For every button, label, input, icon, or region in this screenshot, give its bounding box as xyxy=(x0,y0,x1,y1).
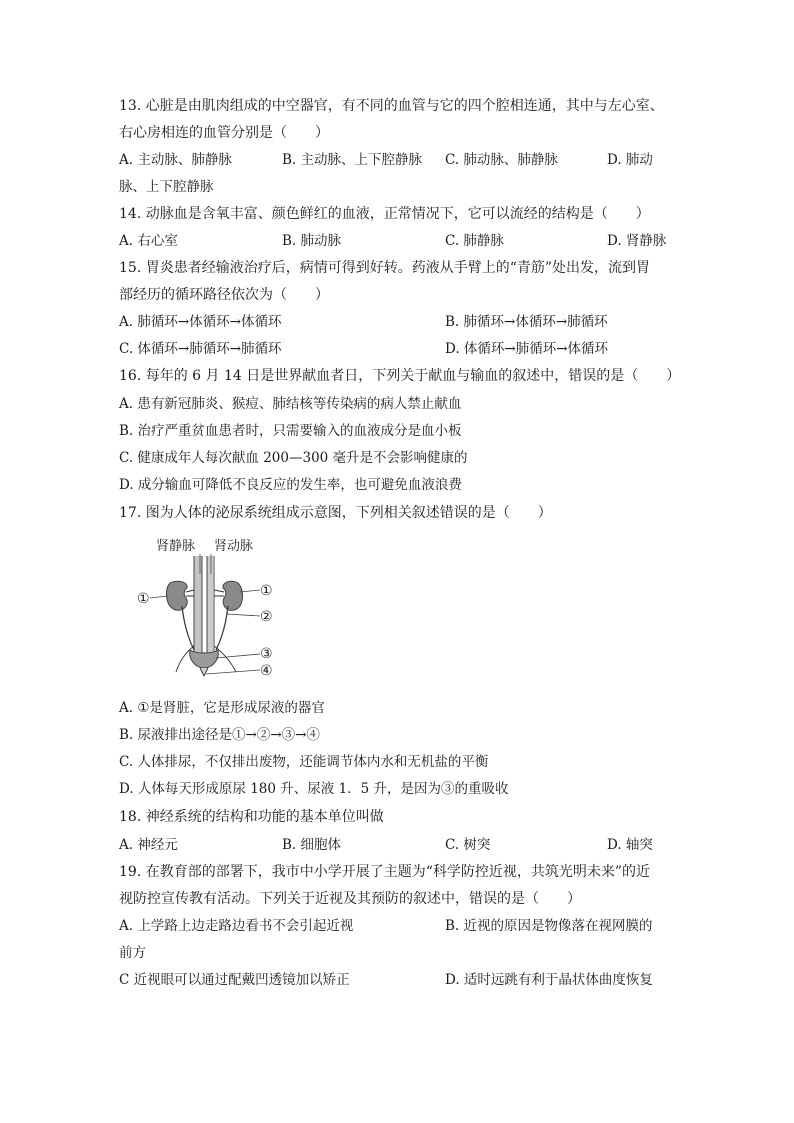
q16-option-a[interactable]: A. 患有新冠肺炎、猴痘、肺结核等传染病的病人禁止献血 xyxy=(119,396,462,412)
marker-1-right: ① xyxy=(260,583,273,599)
q16-option-d[interactable]: D. 成分输血可降低不良反应的发生率，也可避免血液浪费 xyxy=(119,477,462,493)
q15-stem-line1: 15. 胃炎患者经输液治疗后，病情可得到好转。药液从手臂上的“青筋”处出发，流到胃 xyxy=(119,260,651,276)
q19-stem-line1: 19. 在教育部的部署下，我市中小学开展了主题为“科学防控近视，共筑光明未来”的近 xyxy=(119,864,651,880)
q14-stem: 14. 动脉血是含氧丰富、颜色鲜红的血液，正常情况下，它可以流经的结构是（ ） xyxy=(119,206,650,222)
left-ureter-shape xyxy=(182,606,194,650)
marker-1-left: ① xyxy=(137,591,150,607)
q13-stem-line1: 13. 心脏是由肌肉组成的中空器官，有不同的血管与它的四个腔相连通，其中与左心室、 xyxy=(119,98,664,114)
marker-4: ④ xyxy=(260,663,273,679)
q13-option-c[interactable]: C. 肺动脉、肺静脉 xyxy=(445,152,558,168)
q19-option-d[interactable]: D. 适时远跳有利于晶状体曲度恢复 xyxy=(445,972,653,988)
q13-option-d-continued: 脉、上下腔静脉 xyxy=(119,179,214,195)
q17-option-b[interactable]: B. 尿液排出途径是①→②→③→④ xyxy=(119,727,320,743)
q14-option-c[interactable]: C. 肺静脉 xyxy=(445,233,504,249)
q15-option-a[interactable]: A. 肺循环→体循环→体循环 xyxy=(119,314,282,330)
label-renal-vein: 肾静脉 xyxy=(156,539,196,554)
q14-option-d[interactable]: D. 肾静脉 xyxy=(607,233,667,249)
q16-option-c[interactable]: C. 健康成年人每次献血 200—300 毫升是不会影响健康的 xyxy=(119,450,468,466)
bladder-shape xyxy=(190,650,219,668)
label-renal-artery: 肾动脉 xyxy=(214,539,254,554)
q16-option-b[interactable]: B. 治疗严重贫血患者时，只需要输入的血液成分是血小板 xyxy=(119,423,462,439)
q18-option-d[interactable]: D. 轴突 xyxy=(607,837,653,853)
right-kidney-shape xyxy=(223,581,243,610)
q15-option-c[interactable]: C. 体循环→肺循环→肺循环 xyxy=(119,341,282,357)
right-ureter-shape xyxy=(216,606,228,650)
q15-option-b[interactable]: B. 肺循环→体循环→肺循环 xyxy=(445,314,608,330)
q13-option-b[interactable]: B. 主动脉、上下腔静脉 xyxy=(282,152,423,168)
q13-option-d[interactable]: D. 肺动 xyxy=(607,152,653,168)
q17-stem: 17. 图为人体的泌尿系统组成示意图，下列相关叙述错误的是（ ） xyxy=(119,505,552,521)
q15-stem-line2: 部经历的循环路径依次为（ ） xyxy=(119,287,329,303)
marker-3: ③ xyxy=(260,646,273,662)
q18-option-c[interactable]: C. 树突 xyxy=(445,837,491,853)
urinary-system-diagram xyxy=(136,534,286,684)
q19-option-b-continued: 前方 xyxy=(119,945,146,961)
urethra-shape xyxy=(200,668,208,676)
q17-option-d[interactable]: D. 人体每天形成原尿 180 升、尿液 1．5 升，是因为③的重吸收 xyxy=(119,781,509,797)
q19-option-b[interactable]: B. 近视的原因是物像落在视网膜的 xyxy=(445,918,653,934)
q15-option-d[interactable]: D. 体循环→肺循环→体循环 xyxy=(445,341,609,357)
q18-option-b[interactable]: B. 细胞体 xyxy=(282,837,342,853)
q13-option-a[interactable]: A. 主动脉、肺静脉 xyxy=(119,152,232,168)
q18-option-a[interactable]: A. 神经元 xyxy=(119,837,178,853)
q14-option-a[interactable]: A. 右心室 xyxy=(119,233,178,249)
q17-option-a[interactable]: A. ①是肾脏，它是形成尿液的器官 xyxy=(119,700,325,716)
q14-option-b[interactable]: B. 肺动脉 xyxy=(282,233,342,249)
q13-stem-line2: 右心房相连的血管分别是（ ） xyxy=(119,125,329,141)
q16-stem: 16. 每年的 6 月 14 日是世界献血者日，下列关于献血与输血的叙述中，错误的是（ ） xyxy=(119,368,681,384)
q19-option-c[interactable]: C 近视眼可以通过配戴凹透镜加以矫正 xyxy=(119,972,350,988)
q19-option-a[interactable]: A. 上学路上边走路边看书不会引起近视 xyxy=(119,918,354,934)
left-kidney-shape xyxy=(166,581,187,610)
marker-2: ② xyxy=(260,609,273,625)
q19-stem-line2: 视防控宣传教有活动。下列关于近视及其预防的叙述中，错误的是（ ） xyxy=(119,891,581,907)
q18-stem: 18. 神经系统的结构和功能的基本单位叫做 xyxy=(119,809,384,825)
q17-option-c[interactable]: C. 人体排尿，不仅排出废物，还能调节体内水和无机盐的平衡 xyxy=(119,754,489,770)
